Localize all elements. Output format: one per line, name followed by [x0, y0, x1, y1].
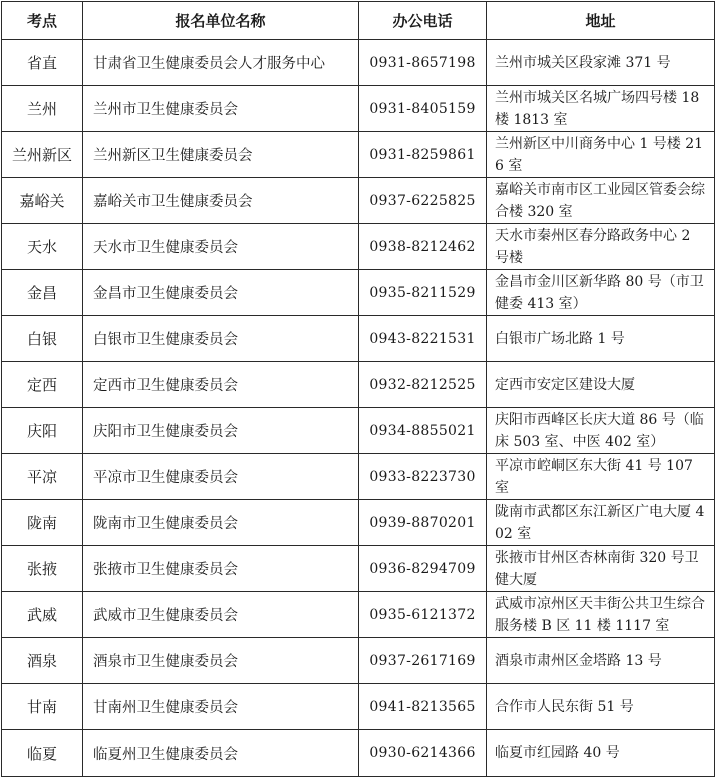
phone-cell: 0936-8294709 — [359, 546, 487, 592]
unit-name-cell: 甘南州卫生健康委员会 — [83, 684, 359, 730]
site-cell: 定西 — [2, 362, 83, 408]
site-cell: 酒泉 — [2, 638, 83, 684]
address-cell: 平凉市崆峒区东大街 41 号 107 室 — [487, 454, 715, 500]
address-cell: 合作市人民东街 51 号 — [487, 684, 715, 730]
header-unit-name: 报名单位名称 — [83, 2, 359, 40]
phone-cell: 0937-6225825 — [359, 178, 487, 224]
address-cell: 嘉峪关市南市区工业园区管委会综合楼 320 室 — [487, 178, 715, 224]
phone-cell: 0938-8212462 — [359, 224, 487, 270]
phone-cell: 0943-8221531 — [359, 316, 487, 362]
table-row — [2, 638, 715, 684]
site-cell: 兰州 — [2, 86, 83, 132]
unit-name-cell: 兰州新区卫生健康委员会 — [83, 132, 359, 178]
table-row — [2, 500, 715, 546]
header-phone: 办公电话 — [359, 2, 487, 40]
unit-name-cell: 天水市卫生健康委员会 — [83, 224, 359, 270]
address-cell: 临夏市红园路 40 号 — [487, 730, 715, 777]
site-cell: 张掖 — [2, 546, 83, 592]
unit-name-cell: 庆阳市卫生健康委员会 — [83, 408, 359, 454]
registration-units-table — [1, 1, 715, 777]
address-cell: 庆阳市西峰区长庆大道 86 号（临床 503 室、中医 402 室） — [487, 408, 715, 454]
unit-name-cell: 嘉峪关市卫生健康委员会 — [83, 178, 359, 224]
site-cell: 白银 — [2, 316, 83, 362]
table-row — [2, 454, 715, 500]
table-row — [2, 362, 715, 408]
unit-name-cell: 武威市卫生健康委员会 — [83, 592, 359, 638]
table-row — [2, 592, 715, 638]
address-cell: 陇南市武都区东江新区广电大厦 402 室 — [487, 500, 715, 546]
address-cell: 兰州新区中川商务中心 1 号楼 216 室 — [487, 132, 715, 178]
unit-name-cell: 酒泉市卫生健康委员会 — [83, 638, 359, 684]
table-row — [2, 316, 715, 362]
site-cell: 庆阳 — [2, 408, 83, 454]
table-row — [2, 178, 715, 224]
phone-cell: 0941-8213565 — [359, 684, 487, 730]
unit-name-cell: 定西市卫生健康委员会 — [83, 362, 359, 408]
unit-name-cell: 兰州市卫生健康委员会 — [83, 86, 359, 132]
site-cell: 金昌 — [2, 270, 83, 316]
site-cell: 兰州新区 — [2, 132, 83, 178]
site-cell: 甘南 — [2, 684, 83, 730]
site-cell: 陇南 — [2, 500, 83, 546]
table-row — [2, 546, 715, 592]
phone-cell: 0931-8657198 — [359, 40, 487, 86]
site-cell: 省直 — [2, 40, 83, 86]
address-cell: 酒泉市肃州区金塔路 13 号 — [487, 638, 715, 684]
unit-name-cell: 张掖市卫生健康委员会 — [83, 546, 359, 592]
table-row — [2, 86, 715, 132]
address-cell: 武威市凉州区天丰街公共卫生综合服务楼 B 区 11 楼 1117 室 — [487, 592, 715, 638]
unit-name-cell: 陇南市卫生健康委员会 — [83, 500, 359, 546]
table-row — [2, 270, 715, 316]
phone-cell: 0932-8212525 — [359, 362, 487, 408]
address-cell: 定西市安定区建设大厦 — [487, 362, 715, 408]
unit-name-cell: 白银市卫生健康委员会 — [83, 316, 359, 362]
table-row — [2, 224, 715, 270]
phone-cell: 0933-8223730 — [359, 454, 487, 500]
phone-cell: 0931-8405159 — [359, 86, 487, 132]
site-cell: 天水 — [2, 224, 83, 270]
address-cell: 张掖市甘州区杏林南街 320 号卫健大厦 — [487, 546, 715, 592]
table-header-row — [2, 2, 715, 40]
header-site: 考点 — [2, 2, 83, 40]
unit-name-cell: 金昌市卫生健康委员会 — [83, 270, 359, 316]
address-cell: 天水市秦州区春分路政务中心 2 号楼 — [487, 224, 715, 270]
unit-name-cell: 临夏州卫生健康委员会 — [83, 730, 359, 777]
unit-name-cell: 甘肃省卫生健康委员会人才服务中心 — [83, 40, 359, 86]
table-body — [2, 40, 715, 777]
phone-cell: 0930-6214366 — [359, 730, 487, 777]
phone-cell: 0931-8259861 — [359, 132, 487, 178]
site-cell: 武威 — [2, 592, 83, 638]
table-row — [2, 684, 715, 730]
header-address: 地址 — [487, 2, 715, 40]
address-cell: 兰州市城关区名城广场四号楼 18 楼 1813 室 — [487, 86, 715, 132]
unit-name-cell: 平凉市卫生健康委员会 — [83, 454, 359, 500]
phone-cell: 0935-6121372 — [359, 592, 487, 638]
address-cell: 白银市广场北路 1 号 — [487, 316, 715, 362]
phone-cell: 0935-8211529 — [359, 270, 487, 316]
phone-cell: 0937-2617169 — [359, 638, 487, 684]
table-row — [2, 40, 715, 86]
site-cell: 临夏 — [2, 730, 83, 777]
phone-cell: 0939-8870201 — [359, 500, 487, 546]
address-cell: 兰州市城关区段家滩 371 号 — [487, 40, 715, 86]
table-row — [2, 408, 715, 454]
address-cell: 金昌市金川区新华路 80 号（市卫健委 413 室） — [487, 270, 715, 316]
site-cell: 平凉 — [2, 454, 83, 500]
table-row — [2, 730, 715, 777]
table-row — [2, 132, 715, 178]
phone-cell: 0934-8855021 — [359, 408, 487, 454]
site-cell: 嘉峪关 — [2, 178, 83, 224]
